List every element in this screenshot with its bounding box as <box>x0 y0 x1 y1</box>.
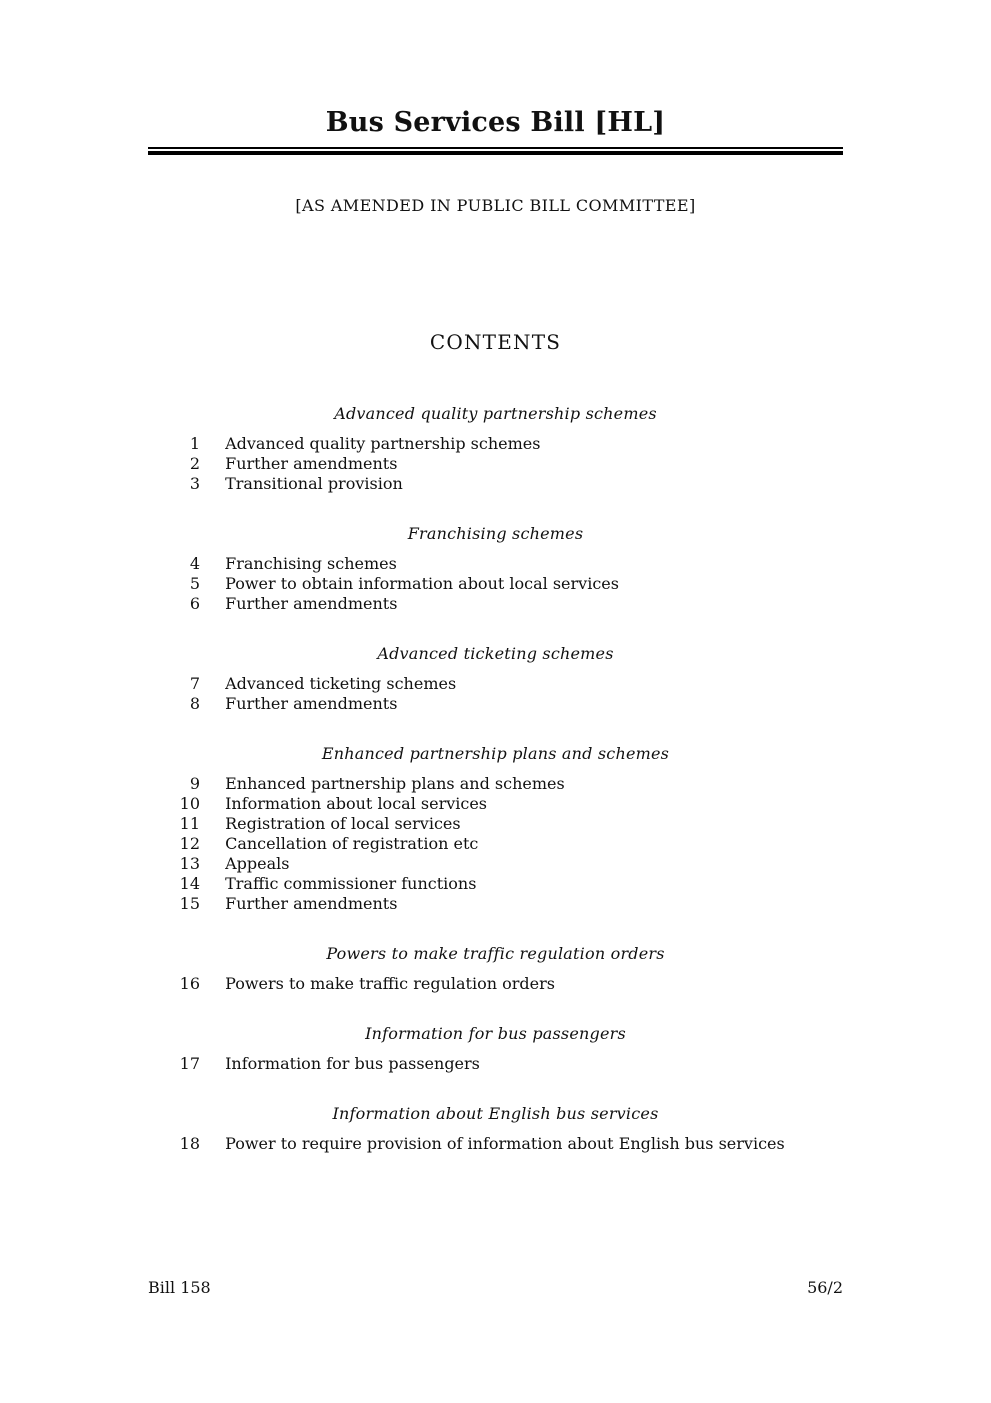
clause-number: 2 <box>189 454 200 473</box>
title-double-rule <box>148 147 843 155</box>
toc-item <box>148 894 843 914</box>
toc-item <box>148 674 843 694</box>
toc-item <box>148 454 843 474</box>
amendment-stage-subtitle: [AS AMENDED IN PUBLIC BILL COMMITTEE] <box>295 196 696 215</box>
clause-title: Further amendments <box>225 894 398 913</box>
toc-item <box>148 1134 843 1154</box>
toc-section <box>148 1104 843 1154</box>
clause-number: 5 <box>189 574 200 593</box>
clause-number: 18 <box>179 1134 200 1153</box>
clause-title: Further amendments <box>225 594 398 613</box>
clause-title: Appeals <box>225 854 290 873</box>
toc-item <box>148 874 843 894</box>
clause-title: Power to obtain information about local services <box>225 574 619 593</box>
clause-title: Cancellation of registration etc <box>225 834 479 853</box>
toc-section-heading: Enhanced partnership plans and schemes <box>321 744 670 763</box>
clause-number: 9 <box>189 774 200 793</box>
clause-number: 16 <box>179 974 200 993</box>
toc-item <box>148 854 843 874</box>
toc-section <box>148 404 843 494</box>
toc-item <box>148 574 843 594</box>
toc-section-items <box>148 774 843 914</box>
toc-section-items <box>148 1054 843 1074</box>
page-title: Bus Services Bill [HL] <box>325 107 666 138</box>
toc-section-heading: Information about English bus services <box>332 1104 659 1123</box>
clause-title: Information for bus passengers <box>225 1054 480 1073</box>
clause-title: Advanced ticketing schemes <box>225 674 457 693</box>
toc-item <box>148 594 843 614</box>
toc-section-items <box>148 674 843 714</box>
table-of-contents <box>148 404 843 1154</box>
page-footer <box>148 1278 843 1298</box>
clause-title: Advanced quality partnership schemes <box>225 434 541 453</box>
clause-number: 11 <box>179 814 200 833</box>
bill-number: Bill 158 <box>148 1278 211 1297</box>
clause-title: Powers to make traffic regulation orders <box>225 974 555 993</box>
session-number: 56/2 <box>807 1278 843 1297</box>
clause-number: 14 <box>179 874 200 893</box>
clause-title: Information about local services <box>225 794 488 813</box>
clause-number: 10 <box>179 794 200 813</box>
toc-section-heading: Information for bus passengers <box>365 1024 626 1043</box>
toc-section <box>148 944 843 994</box>
toc-item <box>148 974 843 994</box>
clause-number: 13 <box>179 854 200 873</box>
contents-heading: CONTENTS <box>429 330 562 354</box>
toc-section <box>148 744 843 914</box>
clause-number: 4 <box>189 554 200 573</box>
clause-title: Further amendments <box>225 454 398 473</box>
toc-section-heading: Franchising schemes <box>407 524 584 543</box>
toc-item <box>148 814 843 834</box>
clause-title: Further amendments <box>225 694 398 713</box>
toc-item <box>148 1054 843 1074</box>
toc-item <box>148 774 843 794</box>
toc-item <box>148 474 843 494</box>
clause-number: 1 <box>189 434 200 453</box>
toc-section-items <box>148 1134 843 1154</box>
clause-number: 17 <box>179 1054 200 1073</box>
clause-title: Power to require provision of information about English bus services <box>225 1134 785 1153</box>
clause-title: Enhanced partnership plans and schemes <box>225 774 565 793</box>
toc-section-heading: Powers to make traffic regulation orders <box>326 944 665 963</box>
toc-item <box>148 794 843 814</box>
clause-number: 3 <box>189 474 200 493</box>
toc-item <box>148 694 843 714</box>
toc-section <box>148 644 843 714</box>
clause-title: Registration of local services <box>225 814 461 833</box>
toc-section-heading: Advanced ticketing schemes <box>377 644 614 663</box>
toc-section-heading: Advanced quality partnership schemes <box>334 404 657 423</box>
clause-number: 7 <box>189 674 200 693</box>
clause-number: 8 <box>189 694 200 713</box>
toc-item <box>148 834 843 854</box>
toc-section-items <box>148 554 843 614</box>
toc-section-items <box>148 434 843 494</box>
toc-item <box>148 434 843 454</box>
clause-title: Franchising schemes <box>225 554 397 573</box>
clause-title: Traffic commissioner functions <box>225 874 477 893</box>
clause-number: 12 <box>179 834 200 853</box>
page-content <box>148 0 843 1154</box>
clause-title: Transitional provision <box>225 474 403 493</box>
toc-section-items <box>148 974 843 994</box>
clause-number: 6 <box>189 594 200 613</box>
clause-number: 15 <box>179 894 200 913</box>
toc-item <box>148 554 843 574</box>
toc-section <box>148 1024 843 1074</box>
toc-section <box>148 524 843 614</box>
